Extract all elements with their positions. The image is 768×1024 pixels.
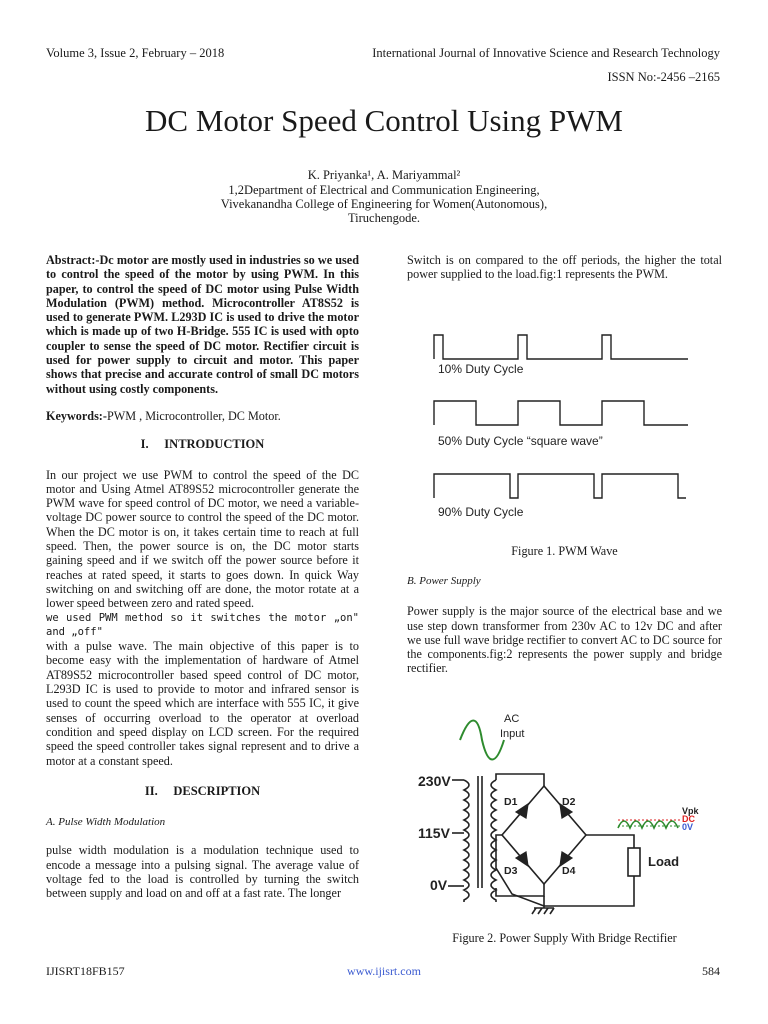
d4-label: D4 [562, 865, 576, 877]
ac-label: AC [504, 713, 520, 725]
introduction-mono-line: we used PWM method so it switches the motor „on" and „off" [46, 611, 359, 638]
pwm-90-wave [434, 474, 686, 498]
introduction-paragraph-2: with a pulse wave. The main objective of this paper is to become easy with the implementation of hardware of Atmel AT89S52 microcontroller based speed control of DC motor, L293D IC is used to provide to motor and infrared sensor is used to count the speed which are interface with 555 IC, it give senses of occurring overload to the operator at overload condition and speed display on LCD screen. For the required speed the speed controller takes signal represent and to drive a motor at a constant speed. [46, 639, 359, 768]
transformer-primary [464, 780, 469, 902]
paper-title: DC Motor Speed Control Using PWM [145, 103, 623, 138]
power-supply-subheading: B. Power Supply [407, 575, 481, 587]
pwm-paragraph: pulse width modulation is a modulation technique used to encode a message into a pulsing signal. The average value of voltage fed to the load is controlled by turning the switch between supply and load on and off at a fast rate. The longer [46, 843, 359, 901]
keywords-text: PWM , Microcontroller, DC Motor. [106, 408, 281, 423]
affiliation-line-3: Tiruchengode. [347, 211, 421, 225]
section-description-heading [46, 784, 359, 798]
ov-label: 0V [682, 822, 694, 832]
label-230v: 230V [418, 773, 451, 789]
volume-info: Volume 3, Issue 2, February – 2018 [46, 46, 225, 60]
section-introduction-heading [46, 437, 359, 451]
label-50-duty: 50% Duty Cycle “square wave” [438, 434, 603, 448]
introduction-paragraph: In our project we use PWM to control the speed of the DC motor and Using Atmel AT89S52 microcontroller generate the PWM wave for speed control of DC motor, we need a variable-voltage DC power source to control the speed of the DC motor. When the DC motor is on, it takes certain time to reach at full speed. Then, the power source is on, the DC motor starts gaining speed and if we switch off the power source before it reaches at rated speed, it starts to goes down. In quick Way switching on and switching off are done, the motor rotate at a lower speed between zero and rated speed. [46, 467, 359, 611]
intro-num: I. [140, 437, 149, 452]
affiliation-line-2: Vivekanandha College of Engineering for Women(Autonomous), [220, 197, 548, 211]
figure-pwm-waves [430, 325, 700, 525]
issn: ISSN No:-2456 –2165 [607, 70, 720, 84]
figure-1-caption: Figure 1. PWM Wave [511, 544, 618, 558]
abstract: Abstract:-Dc motor are mostly used in industries so we used to control the speed of the motor by using PWM. In this paper, to control the speed of DC motor using Pulse Width Modulation (PWM) method. Microcontroller AT8S52 is used to generate PWM. L293D IC is used to drive the motor which is made up of two H-Bridge. 555 IC is used with opto coupler to sense the speed of DC motor. Rectifier circuit is used for power supply to circuit and motor. This paper shows that precise and accurate control of small DC motors without using costly components. [46, 253, 359, 396]
d3-label: D3 [504, 865, 518, 877]
load-resistor [628, 848, 640, 876]
intro-title: INTRODUCTION [164, 437, 265, 452]
affiliation-line-1: 1,2Department of Electrical and Communication Engineering, [228, 183, 540, 197]
figure-bridge-rectifier [412, 708, 712, 918]
pwm-10-wave [434, 335, 688, 359]
keywords [46, 409, 359, 423]
desc-title: DESCRIPTION [173, 783, 261, 798]
vpk-label: Vpk [682, 806, 699, 816]
label-0v: 0V [430, 877, 448, 893]
right-column-top [407, 253, 722, 282]
dc-label: DC [682, 814, 695, 824]
right-column-bottom [407, 574, 722, 676]
pwm-subheading: A. Pulse Width Modulation [46, 816, 166, 829]
d1-label: D1 [504, 796, 518, 808]
label-90-duty: 90% Duty Cycle [438, 505, 524, 519]
journal-name: International Journal of Innovative Science and Research Technology [372, 46, 720, 60]
pwm-50-wave [434, 401, 688, 425]
page-number: 584 [702, 964, 720, 978]
rectified-wave [618, 821, 678, 828]
power-supply-paragraph: Power supply is the major source of the electrical base and we use step down transformer from 230v AC to 12v DC and after we use full wave bridge rectifier to convert AC to DC source for the components.fig:2 represents the power supply and bridge rectifier. [407, 604, 722, 676]
load-label: Load [648, 854, 680, 869]
d2-label: D2 [562, 796, 576, 808]
left-column [46, 253, 359, 901]
authors: K. Priyanka¹, A. Mariyammal² [307, 168, 461, 182]
article-code: IJISRT18FB157 [46, 964, 125, 978]
desc-num: II. [144, 783, 158, 798]
keywords-label: Keywords:- [46, 408, 107, 423]
label-115v: 115V [418, 825, 450, 841]
input-label: Input [500, 728, 525, 740]
label-10-duty: 10% Duty Cycle [438, 362, 524, 376]
ac-sine-wave [460, 721, 504, 760]
pwm-continuation: Switch is on compared to the off periods, the higher the total power supplied to the load.fig:1 represents the PWM. [407, 253, 722, 282]
journal-url[interactable]: www.ijisrt.com [347, 964, 421, 978]
figure-2-caption: Figure 2. Power Supply With Bridge Rectifier [452, 931, 677, 945]
